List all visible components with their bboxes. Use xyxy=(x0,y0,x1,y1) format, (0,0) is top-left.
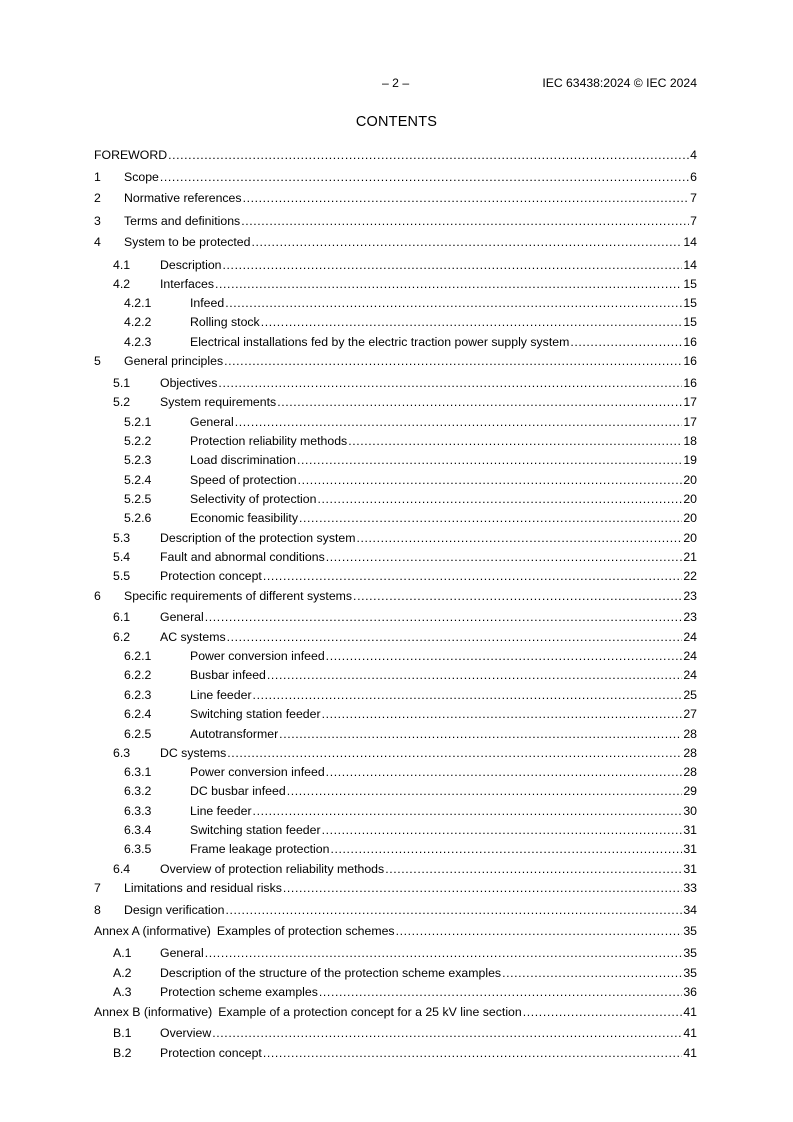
toc-entry-page: 20 xyxy=(683,531,697,545)
toc-entry-number: 6.3.1 xyxy=(124,765,152,779)
toc-entry[interactable] xyxy=(94,819,697,837)
toc-entry-title: Normative references xyxy=(124,191,242,205)
toc-entry-page: 27 xyxy=(683,707,697,721)
toc-entry[interactable] xyxy=(94,166,697,184)
toc-entry[interactable] xyxy=(94,858,697,876)
dot-leader xyxy=(251,235,682,249)
toc-entry-number: 6.1 xyxy=(113,610,131,624)
toc-entry-page: 20 xyxy=(683,511,697,525)
dot-leader xyxy=(261,315,683,329)
toc-entry[interactable] xyxy=(94,391,697,409)
dot-leader xyxy=(298,473,683,487)
dot-leader xyxy=(326,765,683,779)
toc-entry[interactable] xyxy=(94,546,697,564)
toc-entry-page: 41 xyxy=(683,1046,697,1060)
toc-entry-page: 17 xyxy=(683,415,697,429)
dot-leader xyxy=(212,1026,682,1040)
toc-entry-number: 6.3.5 xyxy=(124,842,152,856)
toc-entry-page: 16 xyxy=(683,335,697,349)
dot-leader xyxy=(218,376,682,390)
toc-entry[interactable] xyxy=(94,273,697,291)
toc-entry-page: 29 xyxy=(683,784,697,798)
toc-entry-title: General xyxy=(160,610,204,624)
toc-entry[interactable] xyxy=(94,761,697,779)
toc-entry-title: AC systems xyxy=(160,630,226,644)
toc-entry-page: 23 xyxy=(683,610,697,624)
dot-leader xyxy=(570,335,682,349)
dot-leader xyxy=(385,862,682,876)
toc-entry-number: 5.4 xyxy=(113,550,131,564)
dot-leader xyxy=(241,214,689,228)
toc-entry-number: 5.2.3 xyxy=(124,453,152,467)
toc-entry-title: Examples of protection schemes xyxy=(216,924,395,938)
dot-leader xyxy=(225,296,682,310)
toc-entry[interactable] xyxy=(94,430,697,448)
dot-leader xyxy=(227,630,683,644)
toc-entry-title: Line feeder xyxy=(190,688,252,702)
toc-entry-number: 6.2.2 xyxy=(124,668,152,682)
toc-entry-page: 36 xyxy=(683,985,697,999)
toc-entry-number: 6.2.4 xyxy=(124,707,152,721)
toc-entry[interactable] xyxy=(94,877,697,895)
toc-entry-title: Frame leakage protection xyxy=(190,842,330,856)
toc-entry[interactable] xyxy=(94,606,697,624)
toc-entry[interactable] xyxy=(94,899,697,917)
toc-entry-title: Fault and abnormal conditions xyxy=(160,550,325,564)
document-reference: IEC 63438:2024 © IEC 2024 xyxy=(542,76,697,90)
toc-entry-number: 4.2 xyxy=(113,277,131,291)
dot-leader xyxy=(317,492,682,506)
toc-entry-number: 2 xyxy=(94,191,101,205)
dot-leader xyxy=(263,1046,682,1060)
toc-entry-page: 7 xyxy=(690,191,697,205)
toc-entry[interactable] xyxy=(94,626,697,644)
toc-entry-number: A.1 xyxy=(113,946,132,960)
toc-entry[interactable] xyxy=(94,838,697,856)
dot-leader xyxy=(396,924,683,938)
toc-entry-page: 23 xyxy=(683,589,697,603)
toc-entry[interactable] xyxy=(94,488,697,506)
toc-entry-number: 7 xyxy=(94,881,101,895)
toc-entry-page: 31 xyxy=(683,823,697,837)
toc-entry-page: 41 xyxy=(683,1005,697,1019)
toc-entry-number: 5.2.1 xyxy=(124,415,152,429)
dot-leader xyxy=(223,258,683,272)
toc-entry-title: General xyxy=(190,415,234,429)
toc-entry-number: 5.5 xyxy=(113,569,131,583)
toc-entry-title: Power conversion infeed xyxy=(190,649,325,663)
toc-entry[interactable] xyxy=(94,411,697,429)
toc-entry-title: Example of a protection concept for a 25 kV line section xyxy=(218,1005,522,1019)
dot-leader xyxy=(502,966,682,980)
toc-entry-title: General principles xyxy=(124,354,224,368)
toc-entry[interactable] xyxy=(94,703,697,721)
dot-leader xyxy=(205,610,683,624)
dot-leader xyxy=(168,148,689,162)
toc-entry-page: 31 xyxy=(683,842,697,856)
dot-leader xyxy=(205,946,683,960)
toc-entry-title: Terms and definitions xyxy=(124,214,241,228)
toc-entry-title: Scope xyxy=(124,170,159,184)
toc-entry-title: Protection concept xyxy=(160,1046,262,1060)
toc-entry-number: 4.1 xyxy=(113,258,131,272)
toc-entry[interactable] xyxy=(94,254,697,272)
toc-entry-page: 18 xyxy=(683,434,697,448)
toc-entry-title: Protection scheme examples xyxy=(160,985,318,999)
toc-entry-page: 17 xyxy=(683,395,697,409)
dot-leader xyxy=(322,707,683,721)
toc-entry-title: Speed of protection xyxy=(190,473,297,487)
toc-entry[interactable] xyxy=(94,942,697,960)
toc-entry-page: 41 xyxy=(683,1026,697,1040)
toc-entry-title: FOREWORD xyxy=(94,148,168,162)
toc-entry-title: Objectives xyxy=(160,376,218,390)
toc-entry-page: 19 xyxy=(683,453,697,467)
dot-leader xyxy=(319,985,682,999)
toc-entry-number: 6.2.3 xyxy=(124,688,152,702)
toc-entry-title: Protection reliability methods xyxy=(190,434,348,448)
toc-entry[interactable] xyxy=(94,800,697,818)
toc-entry-title: General xyxy=(160,946,204,960)
toc-entry[interactable] xyxy=(94,1022,697,1040)
toc-entry-page: 33 xyxy=(683,881,697,895)
toc-entry[interactable] xyxy=(94,144,697,162)
toc-entry-number: A.3 xyxy=(113,985,132,999)
toc-entry[interactable] xyxy=(94,311,697,329)
toc-entry-title: System requirements xyxy=(160,395,277,409)
toc-entry-number: 5.2.6 xyxy=(124,511,152,525)
dot-leader xyxy=(253,804,683,818)
toc-entry[interactable] xyxy=(94,664,697,682)
toc-entry-number: 6.2.1 xyxy=(124,649,152,663)
toc-entry-title: Busbar infeed xyxy=(190,668,266,682)
toc-entry-number: Annex A (informative) xyxy=(94,924,211,938)
toc-entry-page: 15 xyxy=(683,315,697,329)
toc-entry-title: Infeed xyxy=(190,296,225,310)
dot-leader xyxy=(277,395,682,409)
toc-entry-page: 31 xyxy=(683,862,697,876)
toc-entry-page: 20 xyxy=(683,473,697,487)
toc-entry-page: 21 xyxy=(683,550,697,564)
toc-entry-number: 5.2.2 xyxy=(124,434,152,448)
toc-entry-page: 20 xyxy=(683,492,697,506)
toc-entry-title: Interfaces xyxy=(160,277,214,291)
toc-entry-page: 15 xyxy=(683,296,697,310)
dot-leader xyxy=(235,415,683,429)
toc-entry-title: System to be protected xyxy=(124,235,251,249)
dot-leader xyxy=(287,784,683,798)
toc-entry[interactable] xyxy=(94,780,697,798)
toc-entry-number: 1 xyxy=(94,170,101,184)
toc-entry-number: B.1 xyxy=(113,1026,132,1040)
dot-leader xyxy=(299,511,682,525)
toc-entry-number: 4 xyxy=(94,235,101,249)
toc-entry-title: Electrical installations fed by the electric traction power supply system xyxy=(190,335,570,349)
toc-entry-title: Description xyxy=(160,258,222,272)
toc-entry[interactable] xyxy=(94,981,697,999)
toc-entry[interactable] xyxy=(94,527,697,545)
toc-entry-number: 6.3.2 xyxy=(124,784,152,798)
toc-entry-page: 28 xyxy=(683,765,697,779)
toc-entry-title: Limitations and residual risks xyxy=(124,881,282,895)
dot-leader xyxy=(326,550,683,564)
toc-entry-number: A.2 xyxy=(113,966,132,980)
dot-leader xyxy=(279,727,682,741)
dot-leader xyxy=(227,746,682,760)
toc-entry-number: 5.2.4 xyxy=(124,473,152,487)
dot-leader xyxy=(297,453,682,467)
toc-entry-number: 5.1 xyxy=(113,376,131,390)
toc-entry[interactable] xyxy=(94,1001,697,1019)
dot-leader xyxy=(330,842,682,856)
page-number: – 2 – xyxy=(382,76,410,90)
toc-entry-title: Overview of protection reliability methods xyxy=(160,862,385,876)
toc-entry-number: B.2 xyxy=(113,1046,132,1060)
toc-entry-title: Economic feasibility xyxy=(190,511,298,525)
toc-entry-page: 7 xyxy=(690,214,697,228)
toc-entry-page: 14 xyxy=(683,258,697,272)
toc-entry[interactable] xyxy=(94,565,697,583)
toc-entry[interactable] xyxy=(94,210,697,228)
toc-entry-title: Line feeder xyxy=(190,804,252,818)
toc-entry-title: Description of the structure of the protection scheme examples xyxy=(160,966,502,980)
toc-entry-title: DC busbar infeed xyxy=(190,784,286,798)
toc-entry-number: 6.4 xyxy=(113,862,131,876)
toc-entry-page: 28 xyxy=(683,746,697,760)
toc-entry-page: 14 xyxy=(683,235,697,249)
toc-entry-number: 4.2.3 xyxy=(124,335,152,349)
toc-entry[interactable] xyxy=(94,742,697,760)
dot-leader xyxy=(326,649,683,663)
toc-entry[interactable] xyxy=(94,372,697,390)
dot-leader xyxy=(322,823,683,837)
dot-leader xyxy=(225,903,682,917)
toc-entry-number: 5.3 xyxy=(113,531,131,545)
toc-entry-page: 16 xyxy=(683,354,697,368)
toc-entry-number: 4.2.2 xyxy=(124,315,152,329)
toc-entry[interactable] xyxy=(94,962,697,980)
toc-entry-number: 6.3.4 xyxy=(124,823,152,837)
toc-entry-title: Switching station feeder xyxy=(190,823,321,837)
toc-entry[interactable] xyxy=(94,1042,697,1060)
toc-entry-page: 25 xyxy=(683,688,697,702)
toc-entry-number: 5.2.5 xyxy=(124,492,152,506)
toc-entry-number: 3 xyxy=(94,214,101,228)
dot-leader xyxy=(160,170,689,184)
toc-entry[interactable] xyxy=(94,684,697,702)
dot-leader xyxy=(263,569,682,583)
dot-leader xyxy=(348,434,682,448)
toc-entry-number: 4.2.1 xyxy=(124,296,152,310)
toc-entry-title: DC systems xyxy=(160,746,227,760)
dot-leader xyxy=(253,688,683,702)
dot-leader xyxy=(283,881,682,895)
toc-entry[interactable] xyxy=(94,187,697,205)
toc-entry[interactable] xyxy=(94,469,697,487)
toc-entry-title: Load discrimination xyxy=(190,453,296,467)
toc-entry-number: 6.3.3 xyxy=(124,804,152,818)
toc-entry-number: 8 xyxy=(94,903,101,917)
toc-entry-page: 28 xyxy=(683,727,697,741)
toc-entry-page: 22 xyxy=(683,569,697,583)
toc-entry-title: Rolling stock xyxy=(190,315,260,329)
toc-entry-title: Selectivity of protection xyxy=(190,492,317,506)
toc-entry-number: 6.2 xyxy=(113,630,131,644)
toc-entry-title: Description of the protection system xyxy=(160,531,356,545)
dot-leader xyxy=(224,354,682,368)
toc-entry-title: Power conversion infeed xyxy=(190,765,325,779)
toc-entry-page: 4 xyxy=(690,148,697,162)
toc-entry-page: 24 xyxy=(683,668,697,682)
toc-entry-page: 34 xyxy=(683,903,697,917)
toc-entry[interactable] xyxy=(94,585,697,603)
toc-entry[interactable] xyxy=(94,920,697,938)
toc-entry-number: 6.3 xyxy=(113,746,131,760)
dot-leader xyxy=(523,1005,683,1019)
toc-entry[interactable] xyxy=(94,723,697,741)
toc-entry-number: 6 xyxy=(94,589,101,603)
toc-entry-title: Protection concept xyxy=(160,569,262,583)
dot-leader xyxy=(243,191,690,205)
toc-entry[interactable] xyxy=(94,231,697,249)
dot-leader xyxy=(215,277,682,291)
toc-entry-page: 35 xyxy=(683,946,697,960)
toc-entry-number: 5 xyxy=(94,354,101,368)
toc-entry-number: 6.2.5 xyxy=(124,727,152,741)
toc-entry-number: 5.2 xyxy=(113,395,131,409)
dot-leader xyxy=(356,531,682,545)
toc-entry-title: Switching station feeder xyxy=(190,707,321,721)
toc-entry-page: 6 xyxy=(690,170,697,184)
toc-entry-title: Autotransformer xyxy=(190,727,279,741)
toc-entry[interactable] xyxy=(94,350,697,368)
toc-entry-page: 35 xyxy=(683,924,697,938)
toc-entry[interactable] xyxy=(94,645,697,663)
toc-entry-title: Overview xyxy=(160,1026,212,1040)
toc-entry[interactable] xyxy=(94,292,697,310)
toc-entry-page: 15 xyxy=(683,277,697,291)
toc-entry-title: Design verification xyxy=(124,903,225,917)
dot-leader xyxy=(267,668,682,682)
toc-entry-page: 30 xyxy=(683,804,697,818)
toc-entry-page: 35 xyxy=(683,966,697,980)
dot-leader xyxy=(353,589,682,603)
page-title: CONTENTS xyxy=(355,114,438,130)
toc-entry-page: 24 xyxy=(683,630,697,644)
toc-entry-page: 16 xyxy=(683,376,697,390)
toc-entry-number: Annex B (informative) xyxy=(94,1005,213,1019)
toc-entry-title: Specific requirements of different systems xyxy=(124,589,353,603)
toc-entry-page: 24 xyxy=(683,649,697,663)
toc-entry[interactable] xyxy=(94,449,697,467)
toc-entry[interactable] xyxy=(94,507,697,525)
toc-entry[interactable] xyxy=(94,331,697,349)
